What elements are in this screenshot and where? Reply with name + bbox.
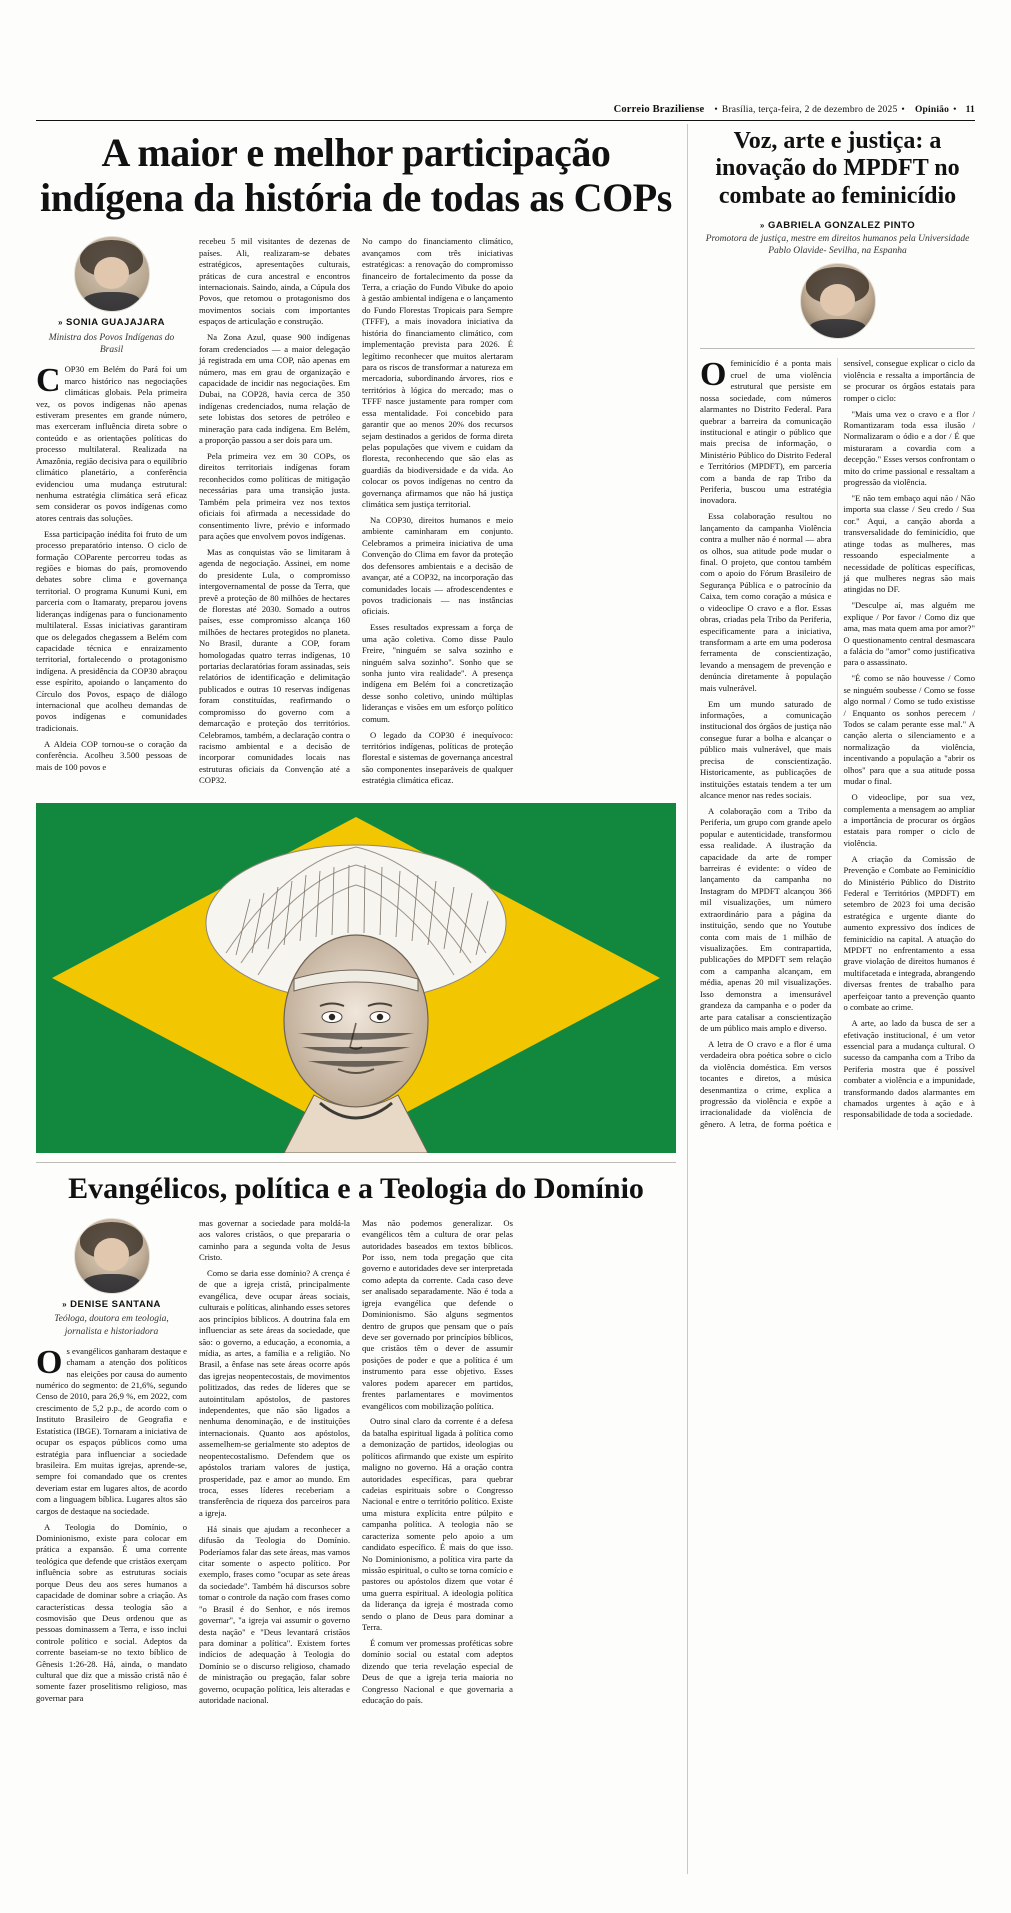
- main-paragraph: Essa participação inédita foi fruto de um processo preparatório intenso. O ciclo de formação COParente percorreu todas as regiões e biomas do país, promovendo debates sobre clima e governança territorial. O programa Kunumi Kuni, em parceria com o Itamaraty, preparou jovens lideranças indígenas para o funcionamento multilateral. Essas iniciativas garantiram que os delegados chegassem a Belém com capacidade técnica e enraizamento territorial, fortalecendo o protagonismo indígena. A presidência da COP30 abraçou esse espírito, apoiando o lançamento do Círculo dos Povos, espaço de diálogo internacional que acolheu demandas de povos indígenas e comunidades tradicionais.: [36, 528, 187, 733]
- avatar-gabriela-gonzalez-pinto: [800, 263, 876, 339]
- masthead-bullet-2: •: [901, 105, 905, 115]
- main-col-1: [36, 236, 187, 791]
- illustration-indigenous-portrait: [36, 803, 676, 1153]
- main-paragraph: Esses resultados expressam a força de uma ação coletiva. Como disse Paulo Freire, "ninguém se salva sozinho e ninguém salva sozinho". Sonho que se sonha junto vira realidade". A presença indígena em Belém foi a concretização desse sonho coletivo, unindo múltiplas lideranças e visões em um esforço político comum.: [362, 622, 513, 724]
- second-author-role: Teóloga, doutora em teologia, jornalista e historiadora: [54, 1314, 169, 1337]
- right-paragraph: "E não tem embaço aqui não / Não importa sua classe / Seu credo / Sua cor." Aqui, a canção aborda a transversalidade do feminicídio, que atinge todas as mulheres, mas ressoando especialmente a necessidade de políticas específicas, já que mulheres negras são mais atingidas no DF.: [843, 493, 975, 595]
- byline-name-text: DENISE SANTANA: [70, 1298, 161, 1310]
- second-paragraph: Como se daria esse domínio? A crença é de que a igreja cristã, principalmente evangélica, deve ocupar áreas sociais, culturais e políticas, alinhando esses setores aos princípios bíblicos. A doutrina fala em influenciar as sete áreas da sociedade, que são: o governo, a educação, a economia, a mídia, as artes, a família e a religião. No Brasil, a ênfase nas sete áreas ocorre após das igrejas neopentecostais, de movimentos politizados, das redes de líderes que se autointitulam apóstolos, de pastores independentes, que não são ligados a nenhuma denominação, e de instituições internacionais. Quanto aos apóstolos, assemelhem-se gerialmente sto adeptos de neopentecostalismo. Defendem que os apóstolos trariam valores de justiça, prosperidade, paz e amor ao mundo. Em troca, esses líderes receberiam a transferência de riqueza dos parceiros para a igreja.: [199, 1267, 350, 1518]
- right-paragraph: Essa colaboração resultou no lançamento da campanha Violência contra a mulher não é normal — abra os olhos, sua atitude pode mudar o final. O projeto, que contou também com o apoio do Fórum Brasileiro de Segurança Pública e o patrocínio da Caixa, tem como coração a música e o videoclipe O cravo e a flor. Essas obras, criadas pela Tribo da Periferia, especificamente para a iniciativa, transformam a arte em uma poderosa ferramenta de conscientização, levando a mensagem de prevenção e denúncia diretamente à população mais vulnerável.: [700, 511, 832, 693]
- second-article-body: [36, 1218, 676, 1711]
- second-byline: [36, 1218, 187, 1338]
- main-paragraph: O legado da COP30 é inequívoco: territórios indígenas, políticas de proteção florestal e sistemas de governança ancestral são componentes inseparáveis de qualquer estratégia climática eficaz.: [362, 729, 513, 786]
- right-paragraph: "Desculpe aí, mas alguém me explique / Por favor / Como diz que ama, mas mata quem ama por amor?" O questionamento central desmascara a falácia do "amor" como justificativa para o assassinato.: [843, 600, 975, 668]
- right-paragraph: "Mais uma vez o cravo e a flor / Romantizaram toda essa ilusão / Normalizaram o ódio e a dor / É que misturaram a covardia com a decepção." Esses versos confrontam o mito do crime passional e ressaltam a progressão da violência.: [843, 408, 975, 488]
- second-paragraph: Há sinais que ajudam a reconhecer a difusão da Teologia do Domínio. Poderíamos falar das sete áreas, mas vamos citar somente o aspecto político. Por exemplo, frases como "ocupar as sete áreas da sociedade". Também há discursos sobre tomar o controle da nação com frases como "o Brasil é do Senhor, e nós iremos governar", "a igreja vai assumir o governo desta nação" e "Deus levantará cristãos para dominar a política". Existem fortes indícios de adequação à Teologia do Domínio se o discurso religioso, chamado de ministração ou pregação, falar sobre governo, ocupação política, leis alteradas e autoridade nacional.: [199, 1523, 350, 1706]
- right-paragraph: A arte, ao lado da busca de ser a efetivação institucional, é um vetor essencial para a mudança cultural. O sucesso da campanha com a Tribo da Periferia mostra que é possível combater a violência e a impunidade, transformando dados alarmantes em chamados urgentes à ação e à responsabilidade de toda a sociedade.: [843, 1018, 975, 1120]
- avatar-sonia-guajajara: [74, 236, 150, 312]
- byline-name-text: GABRIELA GONZALEZ PINTO: [767, 220, 916, 232]
- column-divider: [687, 124, 688, 1874]
- second-paragraph: mas governar a sociedade para moldá-la aos valores cristãos, o que prepararia o caminho para a segunda volta de Jesus Cristo.: [199, 1217, 350, 1263]
- main-paragraph: Pela primeira vez em 30 COPs, os direitos territoriais indígenas foram reconhecidos como políticas de mitigação necessárias para uma transição justa. Também pela primeira vez nos textos oficiais foi afirmada a necessidade do consentimento livre, prévio e informado para ações que envolvem povos indígenas.: [199, 450, 350, 541]
- right-paragraph: Ofeminicídio é a ponta mais cruel de uma violência estrutural que persiste em nossa sociedade, com números alarmantes no Distrito Federal. Para quebrar a barreira da comunicação institucional e atingir o público que mais precisa de informação, o Ministério Público do Distrito Federal e Territórios (MPDFT), em parceria com a banda de rap Tribo da Periferia, buscou uma estratégia inovadora.: [700, 356, 832, 506]
- right-paragraph: Em um mundo saturado de informações, a comunicação institucional dos órgãos de justiça não consegue furar a bolha e alcançar o público mais vulnerável, que mais precisa de conscientização. Historicamente, as publicações de instituições estatais tendem a ter um alcance menor nas redes sociais.: [700, 698, 832, 800]
- main-article: [36, 124, 676, 1711]
- second-author-name: [36, 1299, 187, 1312]
- right-divider: [700, 348, 975, 349]
- avatar-denise-santana: [74, 1218, 150, 1294]
- main-paragraph: COP30 em Belém do Pará foi um marco histórico nas negociações climáticas globais. Pela primeira vez, os povos indígenas não apenas estiveram presentes em grande número, mas exerceram influência direta sobre o conteúdo e as orientações políticas do processo multilateral. Realizada na Amazônia, região decisiva para o equilíbrio climático planetário, a conferência evidenciou uma mudança estrutural: nenhuma estratégia climática será eficaz sem considerar os povos indígenas como atores centrais das soluções.: [36, 362, 187, 523]
- right-paragraph: O videoclipe, por sua vez, complementa a mensagem ao ampliar a importância de procurar os órgãos estatais para romper o ciclo de violência.: [843, 792, 975, 848]
- main-byline: [36, 236, 187, 356]
- masthead-brand: Correio Braziliense: [613, 104, 705, 115]
- main-paragraph: Na COP30, direitos humanos e meio ambiente caminharam em conjunto. Celebramos a primeira iniciativa de uma Convenção do Clima em favor da proteção dos defensores ambientais e a decisão de avançar, até a COP32, na incorporação das comunidades locais — afrodescendentes e povos tradicionais — nas instâncias oficiais.: [362, 515, 513, 617]
- masthead-bullet-1: •: [714, 105, 718, 115]
- byline-arrow: »: [57, 318, 63, 328]
- right-author-name: [700, 220, 975, 231]
- masthead-section: Opinião: [914, 105, 950, 115]
- second-headline: Evangélicos, política e a Teologia do Domínio: [68, 1172, 644, 1206]
- main-article-body: [36, 236, 676, 791]
- second-col-3: [362, 1218, 513, 1711]
- section-divider: [36, 1162, 676, 1163]
- main-col-3: [362, 236, 513, 791]
- second-paragraph: Outro sinal claro da corrente é a defesa da batalha espiritual ligada à política como a demonização de partidos, ideologias ou políticos afirmando que existe um espírito maligno no governo. Há a oração contra autoridades específicas, para quebrar cadeias espirituais sobre o Congresso Nacional e entre o território político. Existe uma mistura explícita entre púlpito e campanha política. A teologia não se caracteriza somente pelo apoio a um candidato específico. É mais do que isso. No Dominionismo, a política vira parte da missão espiritual, o culto se torna comício e pastores ou apóstolos dizem que votar é uma guerra espiritual. A ideologia política da liderança da igreja é mostrada como sendo o plano de Deus para dominar a Terra.: [362, 1416, 513, 1633]
- illustration-svg: [36, 803, 676, 1153]
- masthead-bullet-3: •: [953, 105, 957, 115]
- second-paragraph: Mas não podemos generalizar. Os evangélicos têm a cultura de orar pelas autoridades baseados em textos bíblicos. Por isso, nem toda pregação que cita governo e autoridades deve ser interpretada como adepta da corrente. Cada caso deve ser analisado separadamente. Não é toda a igreja evangélica que defende o Dominionismo. São alguns segmentos dentro de grupos que pensam que o país deve ser governado por princípios bíblicos, que cristãos têm o dever de assumir posições de poder e que a política é um instrumento para esse objetivo. Esses valores podem aparecer em partidos, frentes parlamentares e movimentos evangélicos com mobilização política.: [362, 1217, 513, 1411]
- right-article-body: [700, 358, 975, 1130]
- main-paragraph: Mas as conquistas vão se limitaram à agenda de negociação. Assinei, em nome do presidente Lula, o compromisso intergovernamental de posse da Terra, que prevê a proteção de 80 milhões de hectares de florestas até 2030. Somado a outros países, esse compromisso alcança 160 milhões de hectares protegidos no planeta. No Brasil, durante a COP, foram homologadas quatro terras indígenas, 10 portarias declaratórias foram assinadas, seis relatórios de identificação e delimitação publicados e outras 10 reservas indígenas foram constituídas, reafirmando o compromisso do governo com a demarcação e proteção dos territórios. Celebramos, também, a declaração contra o racismo ambiental e a decisão de incorporar comunidades locais nas estruturas oficiais da Convenção até a COP32.: [199, 546, 350, 786]
- second-col-1: [36, 1218, 187, 1711]
- main-paragraph: recebeu 5 mil visitantes de dezenas de países. Ali, realizaram-se debates estratégicos, apresentações culturais, práticas de cura ancestral e encontros internacionais. Saindo, ainda, a Cúpula dos Povos, que retomou o protagonismo dos movimentos sociais com importantes espaços de articulação e construção.: [199, 236, 350, 327]
- right-paragraph: A criação da Comissão de Prevenção e Combate ao Feminicídio do Ministério Público do Distrito Federal e Territórios (MPDFT) em setembro de 2023 foi uma decisão estratégica e urgente diante do aumento expressivo dos índices de feminicídio na capital. A atuação do MPDFT no enfrentamento a essa grave violação de direitos humanos é multifacetada e integrada, abrangendo diversas frentes de trabalho para aperfeiçoar tanto a prevenção quanto o combate ao crime.: [843, 853, 975, 1013]
- masthead: [36, 104, 975, 121]
- second-paragraph: É comum ver promessas proféticas sobre domínio social ou estatal com adeptos dizendo que teria revelação especial de Deus de que a igreja teria maioria no Congresso Nacional e que governaria a educação do país.: [362, 1637, 513, 1706]
- right-paragraph: "É como se não houvesse / Como se ninguém soubesse / Como se fosse algo normal / Como se tudo existisse / Enquanto os sonhos perecem / Todos se calam perante esse mal." A canção alerta o silenciamento e a normalização da violência, incentivando a população a "abrir os olhos" para que a sua atitude possa mudar o final.: [843, 673, 975, 787]
- byline-arrow: »: [759, 221, 765, 231]
- right-byline: [700, 220, 975, 339]
- right-paragraph: A letra de O cravo e a flor é uma verdadeira obra poética sobre o ciclo da violência doméstica. Em versos tocantes e diretos, a música desenmantiza o crime, explica a progressão da violência e expõe a irracionalidade da violência de gênero. A letra, de forma poética e sensível, consegue explicar o ciclo da violência e ressalta a importância de se procurar os órgãos estatais para romper o ciclo:: [700, 358, 975, 1129]
- right-article: [700, 124, 975, 1130]
- main-col-4: [525, 236, 676, 791]
- right-paragraph: A colaboração com a Tribo da Periferia, um grupo com grande apelo popular e autenticidade, transformou essa realidade. A ilustração da capacidade da arte de romper barreiras é evidente: o vídeo de lançamento da campanha no Instagram do MPDFT alcançou 366 mil visualizações, um número extraordinário para a página da instituição, sendo que no Youtube conta com mais de 1 milhão de visualizações. Em contrapartida, publicações do MPDFT sem relação com a campanha alcançam, em média, apenas 20 mil visualizações. Isso demonstra a imensurável grandeza da campanha e o poder da arte para catalisar a conscientização de um público mais amplo e diverso.: [700, 805, 832, 1033]
- main-paragraph: Na Zona Azul, quase 900 indígenas foram credenciados — a maior delegação já registrada em uma COP, não apenas em número, mas em grau de organização e capacidade de incidir nas negociações. Em Dubai, na COP28, havia cerca de 350 indígenas credenciados, numa relação de sete lobistas dos setores de petróleo e mineração para cada indígena. Em Belém, a proporção passou a ser dois para um.: [199, 332, 350, 446]
- masthead-place-date: Brasília, terça-feira, 2 de dezembro de 2025: [721, 105, 898, 115]
- second-col-2: [199, 1218, 350, 1711]
- second-paragraph: Os evangélicos ganharam destaque e chamam a atenção dos políticos nas eleições por causa do aumento numérico do segmento: de 21,6%, segundo Censo de 2010, para 26,9 %, em 2022, com crescimento de 5,2 p.p., de acordo com o Instituto Brasileiro de Geografia e Estatística (IBGE). Tornaram a iniciativa de ocupar os espaços públicos como uma estratégia para influenciar a sociedade brasileira. Em muitas igrejas, aprende-se, sempre foi comandado que os crentes deveriam estar em lugares altos, de acordo com a linguagem bíblica. Lugares altos são cargos de destaque na sociedade.: [36, 1343, 188, 1516]
- main-col-2: [199, 236, 350, 791]
- byline-name-text: SONIA GUAJAJARA: [66, 317, 166, 329]
- byline-arrow: »: [62, 1299, 68, 1309]
- main-author-role: Ministra dos Povos Indígenas do Brasil: [48, 333, 175, 356]
- main-headline: A maior e melhor participação indígena da história de todas as COPs: [40, 130, 672, 221]
- main-paragraph: No campo do financiamento climático, avançamos com três iniciativas estratégicas: a renovação do compromisso financeiro de fortalecimento da posse da Terra, a criação do Fundo Vibuke do apoio à gestão ambiental indígena e o lançamento do Fundo Florestas Tropicais para Sempre (TFFF), a mais inovadora iniciativa da história do financiamento climático, com implementação prevista para 2026. É legítimo reconhecer que muitos alertaram para os riscos de transformar a natureza em mercadoria, subordinando árvores, rios e territórios à lógica do mercado; mas o TFFF nasce justamente para romper com essa mentalidade. Foi concebido para garantir que ao menos 20% dos recursos sejam destinados a geridos de forma direta pelas populações que vivem e cuidam da floresta, reconhecendo que são elas as guardiãs da biodiversidade e da vida. Ao colocar os povos indígenas no centro da governança afirmamos que não há justiça climática sem justiça territorial.: [362, 236, 513, 510]
- masthead-page-number: 11: [965, 105, 975, 115]
- second-article: [36, 1172, 676, 1711]
- second-col-4: [525, 1218, 676, 1711]
- main-author-name: [36, 317, 187, 330]
- main-paragraph: A Aldeia COP tornou-se o coração da conferência. Acolheu 3.500 pessoas de mais de 100 povos e: [36, 738, 187, 772]
- right-headline: Voz, arte e justiça: a inovação do MPDFT no combate ao feminicídio: [715, 128, 960, 209]
- right-author-role: Promotora de justiça, mestre em direitos humanos pela Universidade Pablo Olavide- Sevilha, na Espanha: [705, 234, 970, 257]
- second-paragraph: A Teologia do Domínio, o Dominionismo, existe para colocar em prática a expansão. É uma corrente teológica que defende que cristãos exerçam influência sobre as estruturas sociais porque Deus deu aos seres humanos a capacidade de dominar sobre a criação. As características dessa teologia são a cosmovisão que Deus ordenou que as pessoas dominassem a Terra, e isso inclui controle político e social. Adeptos da corrente baseiam-se no texto bíblico de Gênesis 1:26-28. Há, ainda, o mandato cultural que diz que a missão cristã não é somente fazer proselitismo religioso, mas governar para: [36, 1521, 187, 1703]
